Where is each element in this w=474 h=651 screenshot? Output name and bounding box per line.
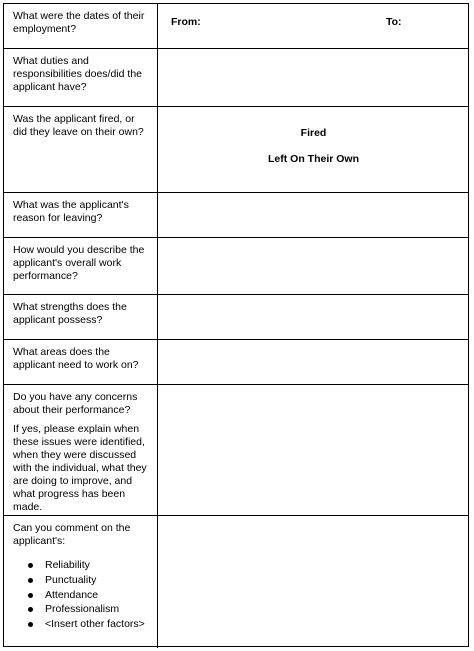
question-cell <box>4 107 158 192</box>
factor-list <box>13 558 151 632</box>
question-text: What were the dates of their employment? <box>13 10 145 35</box>
question-cell <box>4 238 158 294</box>
row-reason-for-leaving <box>4 193 468 238</box>
question-text: What areas does the applicant need to work on? <box>13 346 139 371</box>
row-employment-dates <box>4 4 468 49</box>
improvement-answer-field[interactable] <box>159 340 468 384</box>
strengths-answer-field[interactable] <box>159 295 468 339</box>
employment-dates-field[interactable] <box>159 4 468 48</box>
row-strengths <box>4 295 468 340</box>
factor-item: Professionalism <box>27 602 151 617</box>
question-cell <box>4 4 158 48</box>
question-text: Can you comment on the applicant's: <box>13 522 131 547</box>
row-performance-concerns <box>4 385 468 516</box>
row-fired-or-left <box>4 107 468 193</box>
row-applicant-factors <box>4 516 468 648</box>
option-fired[interactable]: Fired <box>300 127 327 139</box>
row-areas-to-improve <box>4 340 468 385</box>
question-cell <box>4 49 158 106</box>
row-work-performance <box>4 238 468 295</box>
factors-answer-field[interactable] <box>159 516 468 648</box>
question-cell <box>4 340 158 384</box>
to-label: To: <box>386 16 402 28</box>
row-duties <box>4 49 468 107</box>
factor-item: <Insert other factors> <box>27 617 151 632</box>
followup-text: If yes, please explain when these issues were identified, when they were discussed with the individual, what they are doing to improve, and what progress has been made. <box>13 423 147 513</box>
question-text: How would you describe the applicant's overall work performance? <box>13 244 145 282</box>
factor-item: Reliability <box>27 558 151 573</box>
performance-answer-field[interactable] <box>159 238 468 294</box>
factor-item: Attendance <box>27 588 151 603</box>
concerns-answer-field[interactable] <box>159 385 468 515</box>
question-cell <box>4 295 158 339</box>
question-text: Do you have any concerns about their performance? <box>13 391 138 416</box>
reason-answer-field[interactable] <box>159 193 468 237</box>
question-text: Was the applicant fired, or did they leave on their own? <box>13 113 144 138</box>
factor-item: Punctuality <box>27 573 151 588</box>
reference-check-form <box>3 3 469 647</box>
question-cell <box>4 385 158 515</box>
question-cell <box>4 516 158 648</box>
question-cell <box>4 193 158 237</box>
question-text: What was the applicant's reason for leaving? <box>13 199 129 224</box>
departure-type-field <box>159 107 468 192</box>
from-label: From: <box>171 16 201 28</box>
option-left-on-their-own[interactable]: Left On Their Own <box>268 153 359 165</box>
question-text: What strengths does the applicant possess? <box>13 301 127 326</box>
duties-answer-field[interactable] <box>159 49 468 106</box>
question-text: What duties and responsibilities does/did the applicant have? <box>13 55 142 93</box>
